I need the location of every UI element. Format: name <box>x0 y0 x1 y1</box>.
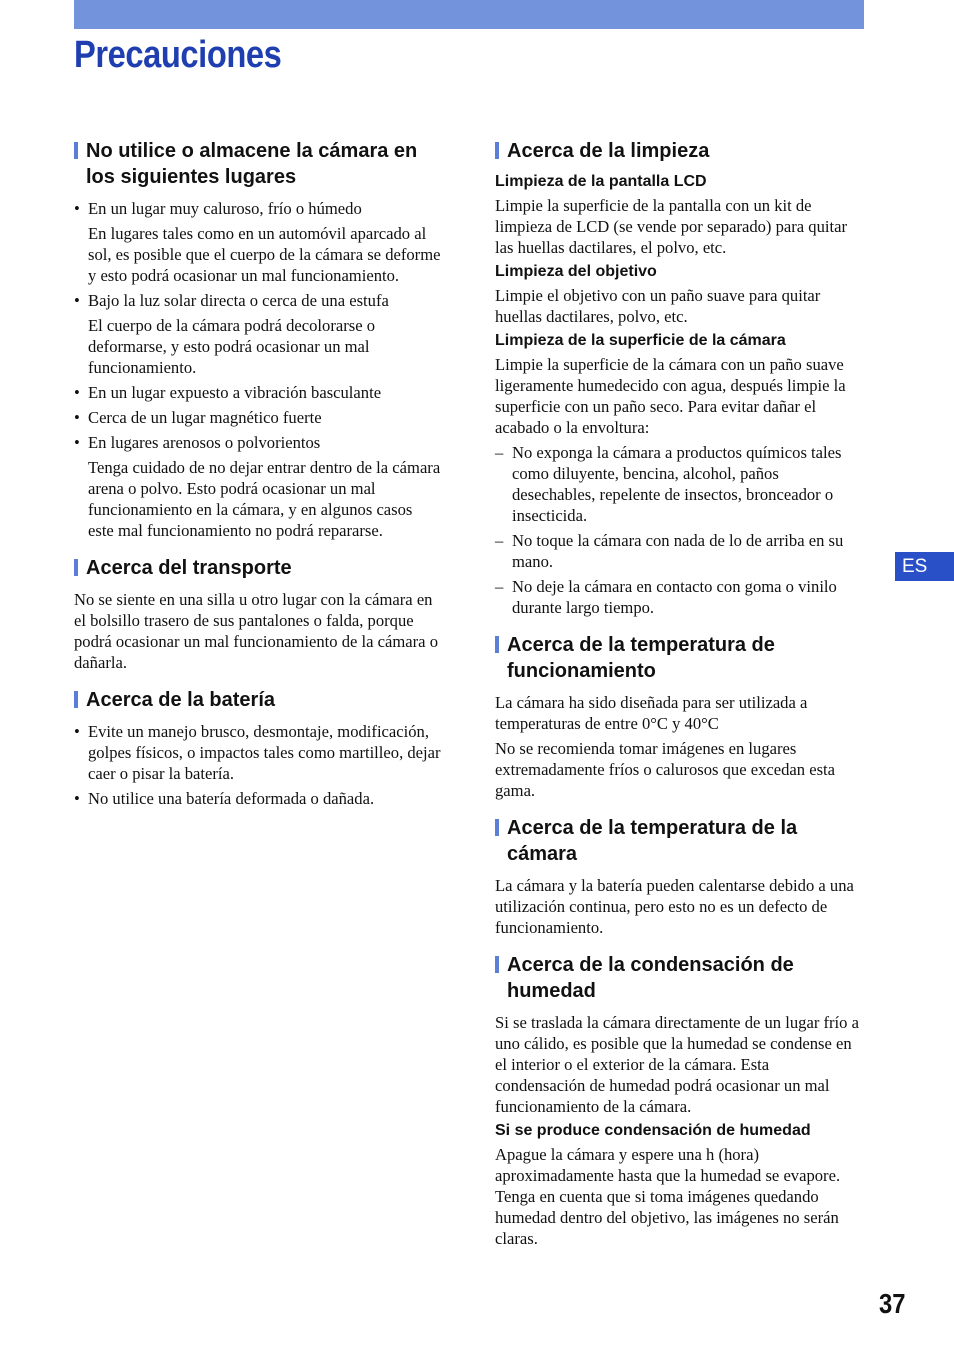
left-column <box>74 138 442 823</box>
list-item: • No utilice una batería deformada o dañada. <box>74 788 442 809</box>
subheading: Limpieza de la superficie de la cámara <box>495 332 786 349</box>
section-heading: Acerca de la limpieza <box>495 138 863 164</box>
section-storage <box>74 138 442 541</box>
item-text: En un lugar expuesto a vibración basculante <box>88 383 382 402</box>
item-text: En un lugar muy caluroso, frío o húmedo <box>88 199 362 218</box>
paragraph: Si se traslada la cámara directamente de un lugar frío a uno cálido, es posible que la humedad se condense en el interior o el exterior de la cámara. Esta condensación de humedad podrá ocasionar un mal funcionamiento de la cámara. <box>495 1013 859 1116</box>
section-heading: Acerca de la condensación de humedad <box>495 952 863 1004</box>
section-heading: Acerca de la temperatura de funcionamiento <box>495 632 863 684</box>
subheading: Limpieza del objetivo <box>495 263 657 280</box>
section-battery <box>74 687 442 809</box>
item-detail: Tenga cuidado de no dejar entrar dentro de la cámara arena o polvo. Esto podrá ocasionar un mal funcionamiento en la cámara, y en algunos casos este mal funcionamiento no podrá repararse. <box>88 458 441 540</box>
right-column <box>495 138 863 1263</box>
paragraph: Limpie el objetivo con un paño suave para quitar huellas dactilares, polvo, etc. <box>495 286 821 326</box>
list-item <box>74 407 442 428</box>
list-item: – No toque la cámara con nada de lo de arriba en su mano. <box>495 530 863 572</box>
page-number: 37 <box>879 1288 906 1319</box>
list-item <box>74 382 442 403</box>
page-title: Precauciones <box>74 34 282 76</box>
list-item <box>74 432 442 541</box>
item-detail: El cuerpo de la cámara podrá decolorarse o deformarse, y esto podrá ocasionar un mal funcionamiento. <box>88 316 376 377</box>
paragraph: Apague la cámara y espere una h (hora) aproximadamente hasta que la humedad se evapore. Tenga en cuenta que si toma imágenes quedando humedad dentro del objetivo, las imágenes no serán claras. <box>495 1145 841 1248</box>
paragraph: La cámara y la batería pueden calentarse debido a una utilización continua, pero esto no es un defecto de funcionamiento. <box>495 876 854 937</box>
subheading: Limpieza de la pantalla LCD <box>495 173 707 190</box>
section-cleaning <box>495 138 863 618</box>
list-item: • Evite un manejo brusco, desmontaje, modificación, golpes físicos, o impactos tales como martilleo, dejar caer o pisar la batería. <box>74 721 442 784</box>
section-camera-temperature <box>495 815 863 938</box>
list-item: – No deje la cámara en contacto con goma o vinilo durante largo tiempo. <box>495 576 863 618</box>
list-item <box>74 198 442 286</box>
list-item <box>74 290 442 378</box>
paragraph: Limpie la superficie de la cámara con un paño suave ligeramente humedecido con agua, después limpie la superficie con un paño seco. Para evitar dañar el acabado o la envoltura: <box>495 355 846 437</box>
section-transport <box>74 555 442 673</box>
dash-list <box>495 442 863 618</box>
language-tab: ES <box>895 552 954 581</box>
item-text: Cerca de un lugar magnético fuerte <box>88 408 322 427</box>
item-detail: En lugares tales como en un automóvil aparcado al sol, es posible que el cuerpo de la cámara se deforme y esto podrá ocasionar un mal funcionamiento. <box>88 224 441 285</box>
item-text: Bajo la luz solar directa o cerca de una estufa <box>88 291 389 310</box>
section-heading: No utilice o almacene la cámara en los siguientes lugares <box>74 138 442 190</box>
paragraph: La cámara ha sido diseñada para ser utilizada a temperaturas de entre 0°C y 40°C <box>495 693 808 733</box>
paragraph: No se siente en una silla u otro lugar con la cámara en el bolsillo trasero de sus pantalones o falda, porque podrá ocasionar un mal funcionamiento de la cámara o dañarla. <box>74 590 438 672</box>
section-heading: Acerca de la temperatura de la cámara <box>495 815 863 867</box>
section-heading: Acerca de la batería <box>74 687 442 713</box>
header-bar <box>74 0 864 29</box>
paragraph: No se recomienda tomar imágenes en lugares extremadamente fríos o calurosos que excedan esta gama. <box>495 739 836 800</box>
bullet-list <box>74 198 442 541</box>
section-condensation <box>495 952 863 1249</box>
section-operating-temperature <box>495 632 863 801</box>
item-text: En lugares arenosos o polvorientos <box>88 433 321 452</box>
list-item: – No exponga la cámara a productos químicos tales como diluyente, bencina, alcohol, paños desechables, repelente de insectos, bronceador o insecticida. <box>495 442 863 526</box>
subheading: Si se produce condensación de humedad <box>495 1122 811 1139</box>
paragraph: Limpie la superficie de la pantalla con un kit de limpieza de LCD (se vende por separado) para quitar las huellas dactilares, el polvo, etc. <box>495 196 848 257</box>
section-heading: Acerca del transporte <box>74 555 442 581</box>
bullet-list <box>74 721 442 809</box>
